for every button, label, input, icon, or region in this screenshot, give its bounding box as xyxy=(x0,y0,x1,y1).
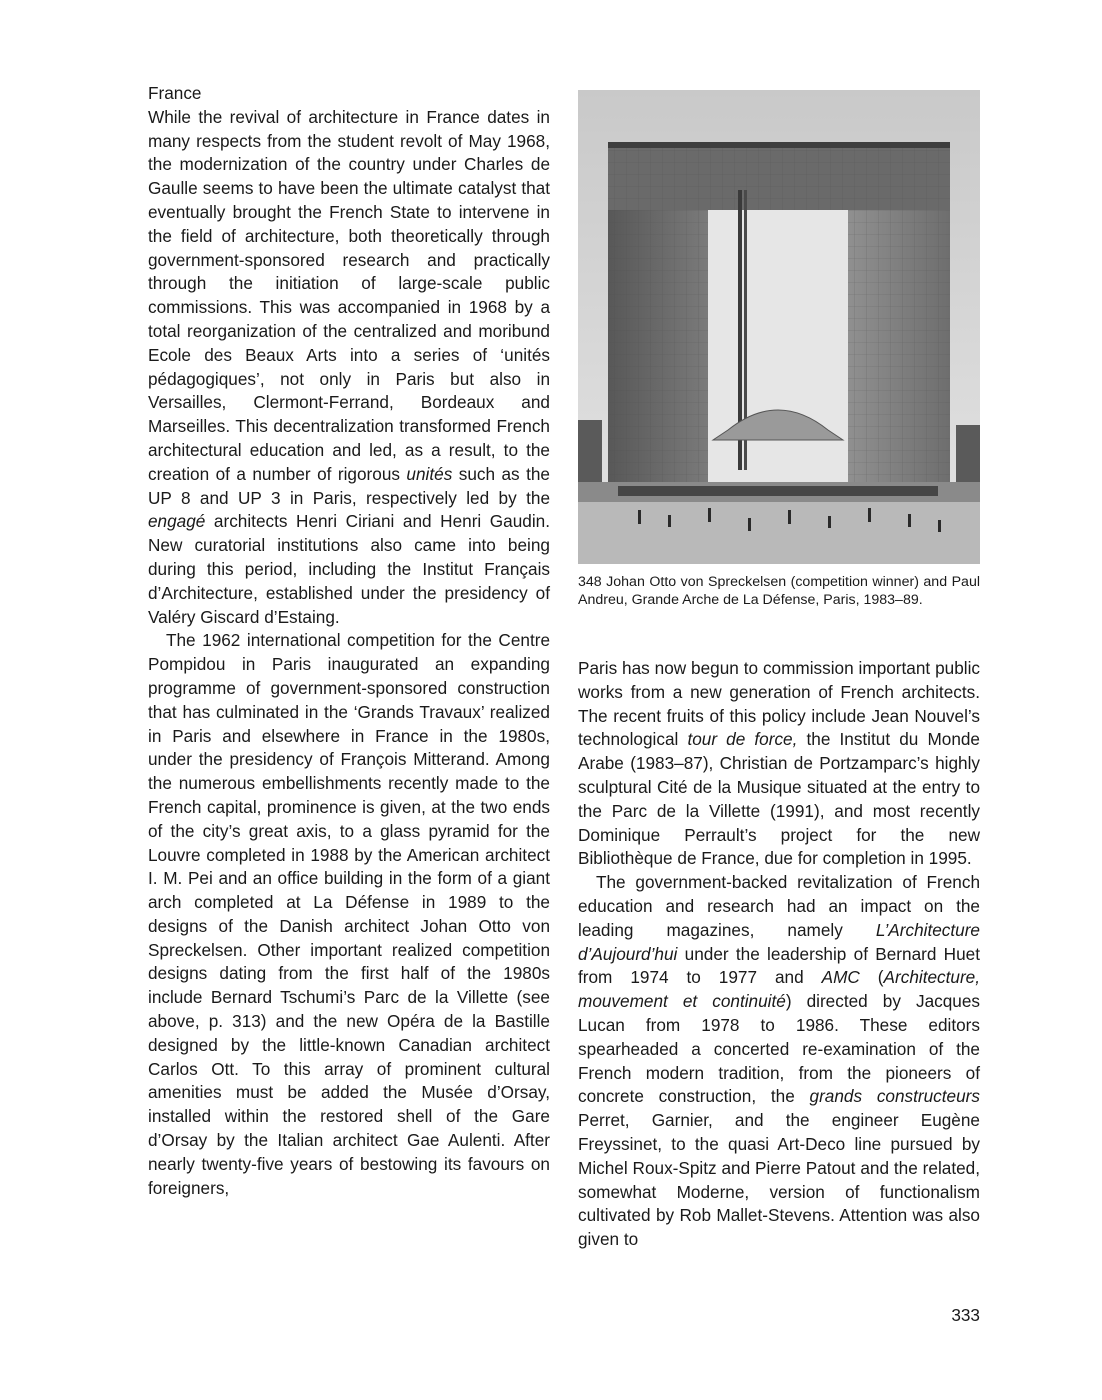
italic-term: Architecture, mouvement et continuité xyxy=(578,967,981,1012)
paragraph-right-1 xyxy=(578,657,980,871)
text-run: such as the UP 8 and UP 3 in Paris, respectively led by the xyxy=(148,463,550,508)
italic-term: engagé xyxy=(148,511,206,532)
text-run: Perret, Garnier, and the engineer Eugène Freyssinet, to the quasi Art-Deco line pursued by Michel Roux-Spitz and Pierre Patout and the related, somewhat Moderne, version of functionalism cultivated by Rob Mallet-Stevens. Attention was also given to xyxy=(578,1110,980,1250)
right-column xyxy=(578,657,980,1252)
paragraph-left-1 xyxy=(148,106,550,630)
text-run: The government-backed revitalization of French education and research had an impact on the leading magazines, namely xyxy=(578,872,980,940)
italic-term: AMC xyxy=(821,967,860,988)
text-run: under the leadership of Bernard Huet from 1974 to 1977 and xyxy=(578,943,980,988)
text-run: the Institut du Monde Arabe (1983–87), Christian de Portzamparc’s highly sculptural Cité de la Musique situated at the entry to the Parc de la Villette (1991), and most recently Dominique Perrault’s project for the new Bibliothèque de France, due for completion in 1995. xyxy=(578,729,980,869)
italic-term: tour de force, xyxy=(687,729,798,750)
grande-arche-photo-illustration xyxy=(578,90,980,564)
paragraph-right-2 xyxy=(578,871,980,1252)
italic-term: unités xyxy=(406,463,453,484)
text-run: While the revival of architecture in France dates in many respects from the student revolt of May 1968, the modernization of the country under Charles de Gaulle seems to have been the ultimate catalyst that eventually brought the French State to intervene in the field of architecture, both theoretically through government-sponsored research and practically through the initiation of large-scale public commissions. This was accompanied in 1968 by a total reorganization of the centralized and moribund Ecole des Beaux Arts into a series of ‘unités pédagogiques’, not only in Paris but also in Versailles, Clermont-Ferrand, Bordeaux and Marseilles. This decentralization transformed French architectural education and led, as a result, to the creation of a number of rigorous xyxy=(148,106,550,484)
italic-term: grands constructeurs xyxy=(809,1086,980,1107)
left-column xyxy=(148,82,550,1200)
page-number: 333 xyxy=(951,1305,980,1325)
text-run: ) directed by Jacques Lucan from 1978 to 1986. These editors spearheaded a concerted re-examination of the French modern tradition, from the pioneers of concrete construction, the xyxy=(578,991,980,1107)
photo-grande-arche xyxy=(578,90,980,564)
text-run: architects Henri Ciriani and Henri Gaudin. New curatorial institutions also came into being during this period, including the Institut Français d’Architecture, established under the presidency of Valéry Giscard d’Estaing. xyxy=(148,511,550,627)
text-run: ( xyxy=(859,967,884,988)
figure-caption: 348 Johan Otto von Spreckelsen (competition winner) and Paul Andreu, Grande Arche de La Défense, Paris, 1983–89. xyxy=(578,574,980,608)
section-heading: France xyxy=(148,83,202,103)
italic-term: L’Architecture d’Aujourd’hui xyxy=(578,919,980,964)
text-run: Paris has now begun to commission important public works from a new generation of French architects. The recent fruits of this policy include Jean Nouvel’s technological xyxy=(578,658,980,750)
paragraph-left-2: The 1962 international competition for the Centre Pompidou in Paris inaugurated an expanding programme of government-sponsored construction that has culminated in the ‘Grands Travaux’ realized in Paris and elsewhere in France in the 1980s, under the presidency of François Mitterand. Among the numerous embellishments recently made to the French capital, prominence is given, at the two ends of the city’s great axis, to a glass pyramid for the Louvre completed in 1988 by the American architect I. M. Pei and an office building in the form of a giant arch completed at La Défense in 1989 to the designs of the Danish architect Johan Otto von Spreckelsen. Other important realized competition designs dating from the first half of the 1980s include Bernard Tschumi’s Parc de la Villette (see above, p. 313) and the new Opéra de la Bastille designed by the little-known Canadian architect Carlos Ott. To this array of prominent cultural amenities must be added the Musée d’Orsay, installed within the restored shell of the Gare d’Orsay by the Italian architect Gae Aulenti. After nearly twenty-five years of bestowing its favours on foreigners, xyxy=(148,630,550,1198)
